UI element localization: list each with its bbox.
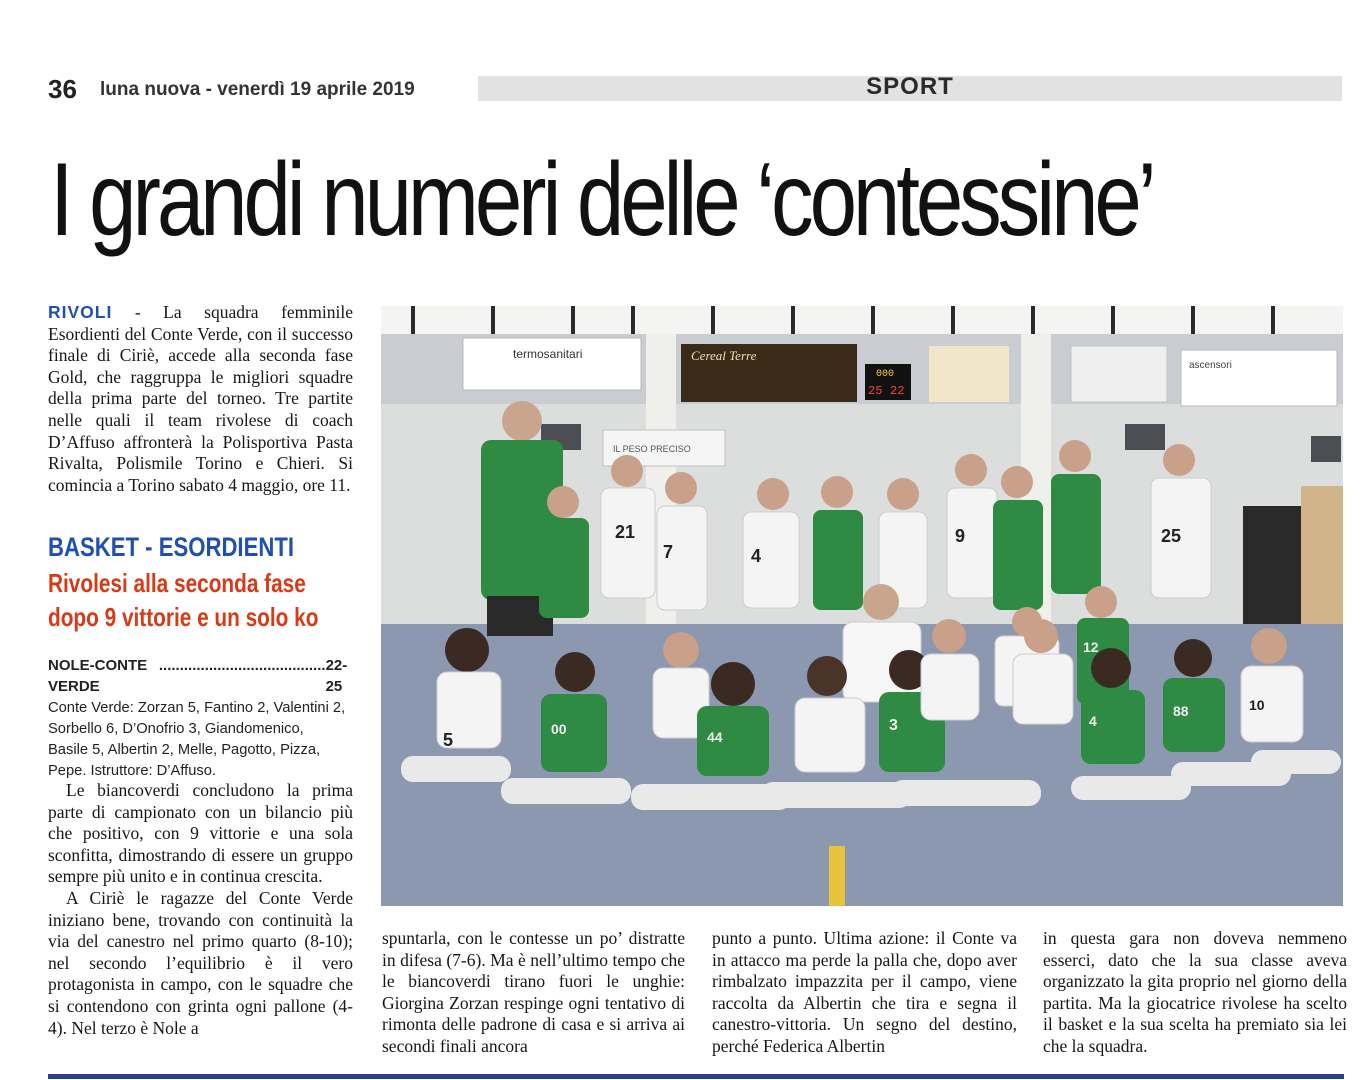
issue-date: luna nuova - venerdì 19 aprile 2019	[100, 79, 415, 100]
jersey-number: 5	[443, 730, 454, 750]
ceiling	[381, 306, 1343, 336]
match-result	[48, 655, 353, 697]
body-column-1	[48, 780, 353, 1039]
match-teams: NOLE-CONTE VERDE	[48, 657, 148, 695]
page-number: 36	[48, 74, 77, 104]
jersey-number: 12	[1083, 639, 1099, 655]
team-photo-illustration	[381, 306, 1343, 906]
jersey-number: 44	[707, 729, 723, 745]
team-lineup: Conte Verde: Zorzan 5, Fantino 2, Valentini 2, Sorbello 6, D’Onofrio 3, Giandomenico, Basile 5, Albertin 2, Melle, Pagotto, Pizza, Pepe. Istruttore: D’Affuso.	[48, 699, 346, 779]
jersey-number: 7	[663, 542, 674, 562]
lead-text: - La squadra femminile Esordienti del Conte Verde, con il successo finale di Ciriè, accede alla seconda fase Gold, che raggruppa le migliori squadre della prima parte del torneo. Tre partite nelle quali il team rivolese di coach D’Affuso affronterà la Polisportiva Pasta Rivalta, Polismile Torino e Chieri. Si comincia a Torino sabato 4 maggio, ore 11.	[48, 302, 353, 495]
wall-window	[1125, 424, 1165, 450]
banner-termosanitari	[463, 338, 641, 390]
jersey-number: 3	[889, 717, 898, 734]
dateline-place: RIVOLI	[48, 302, 113, 322]
kicker: BASKET - ESORDIENTI	[48, 532, 295, 562]
lead-paragraph	[48, 302, 353, 496]
jersey-number: 00	[551, 721, 567, 737]
subheadline-line-2: dopo 9 vittorie e un solo ko	[48, 602, 319, 632]
court-line	[829, 846, 845, 906]
banner-sponsor	[1071, 346, 1167, 402]
body-paragraph: spuntarla, con le contesse un po’ distratte in difesa (7-6). Ma è nell’ultimo tempo che le biancoverdi tirano fuori le unghie: Giorgina Zorzan respinge ogni tentativo di rimonta delle padrone di casa e si arriva ai secondi finali ancora	[382, 928, 685, 1056]
match-score: 22-25	[325, 657, 348, 695]
headline: I grandi numeri delle ‘contessine’	[50, 142, 1153, 258]
body-column-4	[1043, 928, 1347, 1058]
leader-dots: ........................................	[158, 657, 326, 674]
banner-text: Cereal Terre	[691, 348, 757, 363]
banner-logo	[929, 346, 1009, 402]
wall-window	[1311, 436, 1341, 462]
team-photo	[381, 306, 1343, 906]
jersey-number: 4	[1089, 713, 1097, 729]
scoreboard-home: 25	[868, 384, 883, 398]
jersey-number: 10	[1249, 697, 1265, 713]
body-paragraph: A Ciriè le ragazze del Conte Verde iniziano bene, trovando con continuità la via del canestro nel primo quarto (8-10); nel secondo l’equilibrio è il vero protagonista in campo, con le squadre che si contendono con grinta ogni pallone (4-4). Nel terzo è Nole a	[48, 887, 353, 1038]
banner-text: ascensori	[1189, 360, 1232, 371]
jersey-number: 9	[955, 526, 966, 546]
score-box	[48, 655, 353, 781]
banner-ascensori	[1181, 350, 1337, 406]
body-paragraph: punto a punto. Ultima azione: il Conte va in attacco ma perde la palla che, dopo aver rimbalzato impazzita per il campo, viene raccolta da Albertin che tira e segna il canestro-vittoria. Un segno del destino, perché Federica Albertin	[712, 928, 1017, 1056]
section-bar	[478, 73, 1342, 101]
jersey-number: 4	[751, 546, 762, 566]
banner-text: termosanitari	[513, 347, 583, 361]
footer-rule	[48, 1074, 1344, 1079]
subheadline-line-1: Rivolesi alla seconda fase	[48, 568, 306, 598]
page-header	[0, 70, 1369, 110]
banner-text: IL PESO PRECISO	[613, 444, 691, 454]
scoreboard-time: 000	[876, 369, 895, 380]
subheadline	[48, 566, 318, 634]
jersey-number: 88	[1173, 703, 1189, 719]
body-paragraph: Le biancoverdi concludono la prima parte di campionato con un bilancio più che positivo, con 9 vittorie e una sola sconfitta, dimostrando di essere un gruppo sempre più unito e in continua crescita.	[48, 780, 353, 887]
body-column-2	[382, 928, 685, 1058]
jersey-number: 25	[1161, 526, 1182, 546]
body-paragraph: in questa gara non doveva nemmeno esserci, dato che la sua classe aveva organizzato la gita proprio nel giorno della partita. Ma la giocatrice rivolese ha scelto il basket e la sua scelta ha premiato sia lei che la squadra.	[1043, 928, 1347, 1056]
section-label: SPORT	[866, 73, 954, 100]
wall-bars	[1301, 486, 1343, 636]
body-column-3	[712, 928, 1017, 1058]
gym-door	[1243, 506, 1303, 636]
scoreboard-guest: 22	[890, 384, 905, 398]
jersey-number: 21	[615, 522, 636, 542]
